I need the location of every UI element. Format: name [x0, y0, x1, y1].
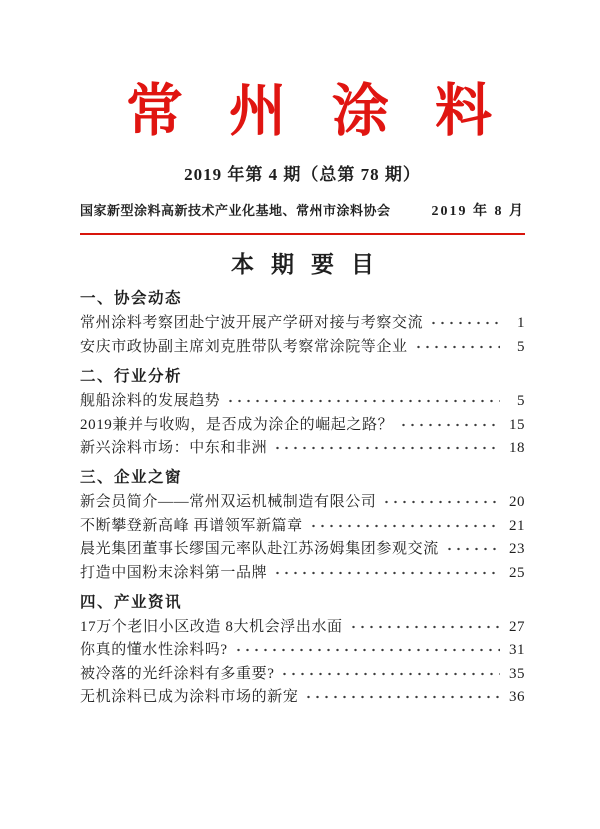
contents-heading: 本期要目	[231, 252, 391, 278]
toc-entry-title: 晨光集团董事长缪国元率队赴江苏汤姆集团参观交流	[80, 541, 439, 558]
toc-entry-page: 18	[509, 439, 525, 456]
dot-leader	[280, 663, 500, 678]
journal-title: 常州涂料	[126, 80, 538, 143]
toc-entry	[80, 335, 525, 358]
toc-entry-title: 安庆市政协副主席刘克胜带队考察常涂院等企业	[80, 338, 408, 355]
toc-entry	[80, 685, 525, 708]
toc-entry-page: 35	[509, 665, 525, 682]
toc-entry	[80, 537, 525, 560]
toc-entry-title: 舰船涂料的发展趋势	[80, 393, 221, 410]
dot-leader	[445, 538, 500, 553]
toc-entry-page: 15	[509, 416, 525, 433]
red-divider	[80, 233, 525, 235]
toc-entry	[80, 638, 525, 661]
toc-entry-title: 新会员简介——常州双运机械制造有限公司	[80, 494, 377, 511]
toc-section-heading: 一、协会动态	[80, 290, 183, 308]
dot-leader	[226, 390, 500, 405]
toc-section	[80, 286, 525, 358]
page-content	[0, 82, 600, 708]
toc-entry-title: 常州涂料考察团赴宁波开展产学研对接与考察交流	[80, 315, 424, 332]
toc-entry-page: 23	[509, 541, 525, 558]
publisher-line: 国家新型涂料高新技术产业化基地、常州市涂料协会	[80, 203, 391, 219]
dot-leader	[382, 491, 500, 506]
toc-entry-page: 25	[509, 564, 525, 581]
dot-leader	[234, 639, 500, 654]
toc-entry-title: 2019兼并与收购，是否成为涂企的崛起之路？	[80, 416, 394, 433]
toc-entry-page: 27	[509, 618, 525, 635]
toc-entry-title: 被冷落的光纤涂料有多重要?	[80, 665, 275, 682]
toc-entry-page: 20	[509, 494, 525, 511]
toc-entry	[80, 436, 525, 459]
toc-section	[80, 590, 525, 709]
issue-line: 2019 年第 4 期（总第 78 期）	[184, 165, 421, 185]
toc-entry	[80, 615, 525, 638]
toc-section-heading: 四、产业资讯	[80, 593, 183, 611]
dot-leader	[349, 616, 500, 631]
toc-section-heading: 三、企业之窗	[80, 469, 183, 487]
dot-leader	[304, 686, 500, 701]
dot-leader	[414, 336, 500, 351]
toc-entry-page: 21	[509, 517, 525, 534]
dot-leader	[273, 562, 500, 577]
toc-entry	[80, 662, 525, 685]
toc-entry	[80, 311, 525, 334]
toc-entry-title: 17万个老旧小区改造 8大机会浮出水面	[80, 618, 343, 635]
toc-entry-page: 36	[509, 689, 525, 706]
dot-leader	[399, 414, 500, 429]
table-of-contents	[80, 286, 525, 708]
toc-entry-page: 1	[517, 315, 525, 332]
toc-section	[80, 364, 525, 459]
dot-leader	[429, 312, 500, 327]
toc-entry-page: 5	[517, 393, 525, 410]
toc-entry-page: 5	[517, 338, 525, 355]
toc-entry	[80, 389, 525, 412]
toc-entry	[80, 514, 525, 537]
toc-entry	[80, 413, 525, 436]
toc-entry	[80, 561, 525, 584]
publisher-row	[80, 200, 525, 220]
document-page	[0, 82, 600, 829]
dot-leader	[273, 437, 500, 452]
dot-leader	[309, 515, 500, 530]
publication-date: 2019 年 8 月	[431, 204, 525, 220]
toc-entry-title: 无机涂料已成为涂料市场的新宠	[80, 689, 299, 706]
toc-entry-title: 新兴涂料市场：中东和非洲	[80, 439, 268, 456]
toc-section-heading: 二、行业分析	[80, 368, 183, 386]
toc-entry-title: 打造中国粉末涂料第一品牌	[80, 564, 268, 581]
toc-entry	[80, 490, 525, 513]
toc-section	[80, 465, 525, 584]
toc-entry-title: 不断攀登新高峰 再谱领军新篇章	[80, 517, 303, 534]
toc-entry-title: 你真的懂水性涂料吗?	[80, 642, 228, 659]
toc-entry-page: 31	[509, 642, 525, 659]
